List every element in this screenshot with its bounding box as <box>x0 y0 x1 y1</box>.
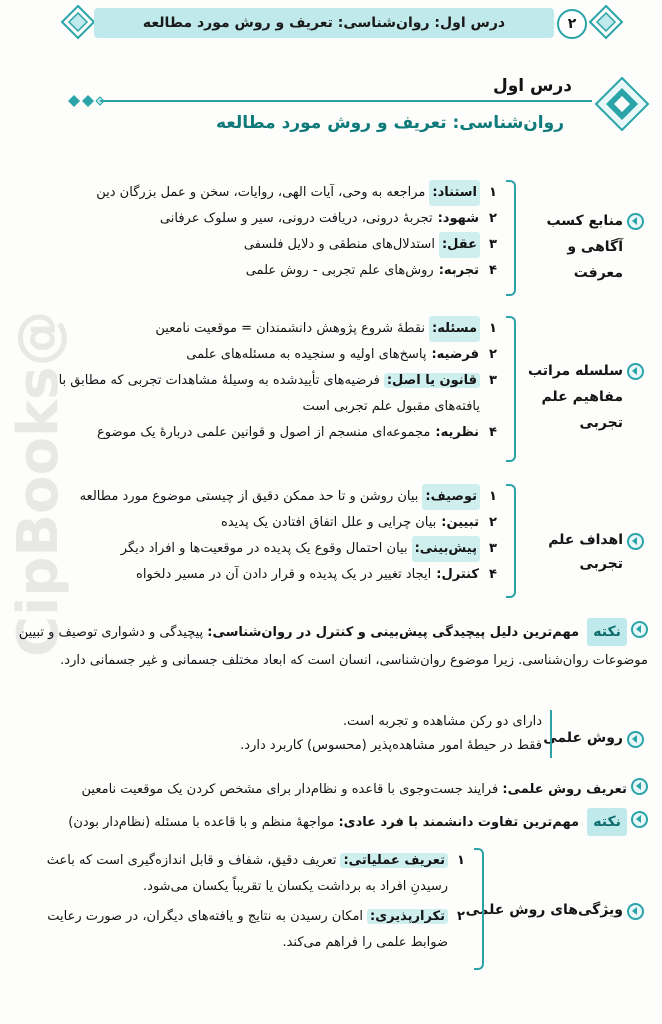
title-rule <box>100 100 592 102</box>
section-label-goals: اهداف علم تجربی <box>514 528 644 576</box>
arrow-bullet-icon <box>627 731 644 748</box>
list-item: ۴ کنترل: ایجاد تغییر در یک پدیده و قرار دادن آن در مسیر دلخواه <box>136 567 497 582</box>
section-label-knowledge-sources: منابع کسب آگاهی و معرفت <box>524 208 644 286</box>
list-item: ۲ شهود: تجربهٔ درونی، دریافت درونی، سیر و سلوک عرفانی <box>159 211 497 226</box>
list-item: ۲ تبیین: بیان چرایی و علل اتفاق افتادن یک پدیده <box>221 515 497 530</box>
note-paragraph: نکته مهم‌ترین دلیل پیچیدگی پیش‌بینی و کنترل در روان‌شناسی: پیچیدگی و دشواری توصیف و تبیین موضوعات روان‌شناسی. زیرا موضوع روان‌شناسی، انسان است که ابعاد مختلف جسمانی و غیر جسمانی دارد. <box>16 618 648 675</box>
list-item: ۲ فرضیه: پاسخ‌های اولیه و سنجیده به مسئله‌های علمی <box>186 347 497 362</box>
note-tag: نکته <box>587 618 627 646</box>
list-item: ۳ عقل: استدلال‌های منطقی و دلایل فلسفی <box>96 232 502 258</box>
header-ornament-left <box>60 4 96 40</box>
list-item: ۲ تکرارپذیری:امکان رسیدن به نتایج و یافته‌های دیگران، در صورت رعایت ضوابط علمی را فراهم می‌کند. <box>47 909 465 950</box>
page-number: ۲ <box>557 9 587 39</box>
section-brace <box>506 484 516 598</box>
section-label-features: ویژگی‌های روش علمی <box>466 898 644 922</box>
section-label-hierarchy: سلسله مراتب مفاهیم علم تجربی <box>524 358 644 436</box>
note-line: نکته مهم‌ترین تفاوت دانشمند با فرد عادی: مواجههٔ منظم و با قاعده با مسئله (نظام‌دار بودن) <box>16 808 648 837</box>
arrow-bullet-icon <box>627 903 644 920</box>
arrow-bullet-icon <box>631 811 648 828</box>
lesson-label: درس اول <box>492 76 572 96</box>
section-brace <box>506 180 516 296</box>
list-item: ۱ تعریف عملیاتی:تعریف دقیق، شفاف و قابل اندازه‌گیری است که باعث رسیدنِ افراد به برداشت یکسان یا تقریباً یکسان می‌شود. <box>46 853 465 894</box>
method-line: فقط در حیطهٔ امور مشاهده‌پذیر (محسوس) کاربرد دارد. <box>240 738 542 753</box>
title-ornament-icon <box>592 74 652 134</box>
arrow-bullet-icon <box>627 213 644 230</box>
list-item: ۴ تجربه: روش‌های علم تجربی - روش علمی <box>245 263 497 278</box>
note-tag: نکته <box>587 808 627 836</box>
arrow-bullet-icon <box>631 621 648 638</box>
scientific-method-box <box>240 710 552 758</box>
hierarchy-list <box>14 316 502 446</box>
list-item: ۳ قانون یا اصل:فرضیه‌های تأییدشده به وسیلهٔ مشاهدات تجربی که مطابق با یافته‌های مقبول علم تجربی است <box>58 373 497 414</box>
definition-line: تعریف روش علمی: فرایند جست‌وجوی با قاعده و نظام‌دار برای مشخص کردن یک موقعیت نامعین <box>16 776 648 804</box>
knowledge-sources-list <box>96 180 502 284</box>
header-ornament-right <box>588 4 624 40</box>
arrow-bullet-icon <box>627 363 644 380</box>
section-brace <box>474 848 484 970</box>
method-line: دارای دو رکن مشاهده و تجربه است. <box>342 714 542 729</box>
section-label-scientific-method: روش علمی <box>543 726 644 750</box>
running-header <box>94 8 554 38</box>
lesson-title: روان‌شناسی: تعریف و روش مورد مطالعه <box>215 113 564 133</box>
section-brace <box>506 316 516 462</box>
arrow-bullet-icon <box>631 778 648 795</box>
list-item: ۳ پیش‌بینی: بیان احتمال وقوع یک پدیده در موقعیت‌ها و افراد دیگر <box>80 536 502 562</box>
features-list <box>30 848 470 956</box>
list-item: ۱ توصیف: بیان روشن و تا حد ممکن دقیق از چیستی موضوع مورد مطالعه <box>80 484 502 510</box>
watermark: @CipBooks <box>6 310 71 657</box>
arrow-bullet-icon <box>627 533 644 550</box>
running-title: درس اول: روان‌شناسی: تعریف و روش مورد مطالعه <box>142 15 506 31</box>
goals-list <box>80 484 502 588</box>
list-item: ۱ مسئله: نقطهٔ شروع پژوهش دانشمندان = موقعیت نامعین <box>14 316 502 342</box>
list-item: ۱ استناد: مراجعه به وحی، آیات الهی، روایات، سخن و عمل بزرگان دین <box>96 180 502 206</box>
list-item: ۴ نظریه: مجموعه‌ای منسجم از اصول و قوانین علمی دربارهٔ یک موضوع <box>97 425 497 440</box>
